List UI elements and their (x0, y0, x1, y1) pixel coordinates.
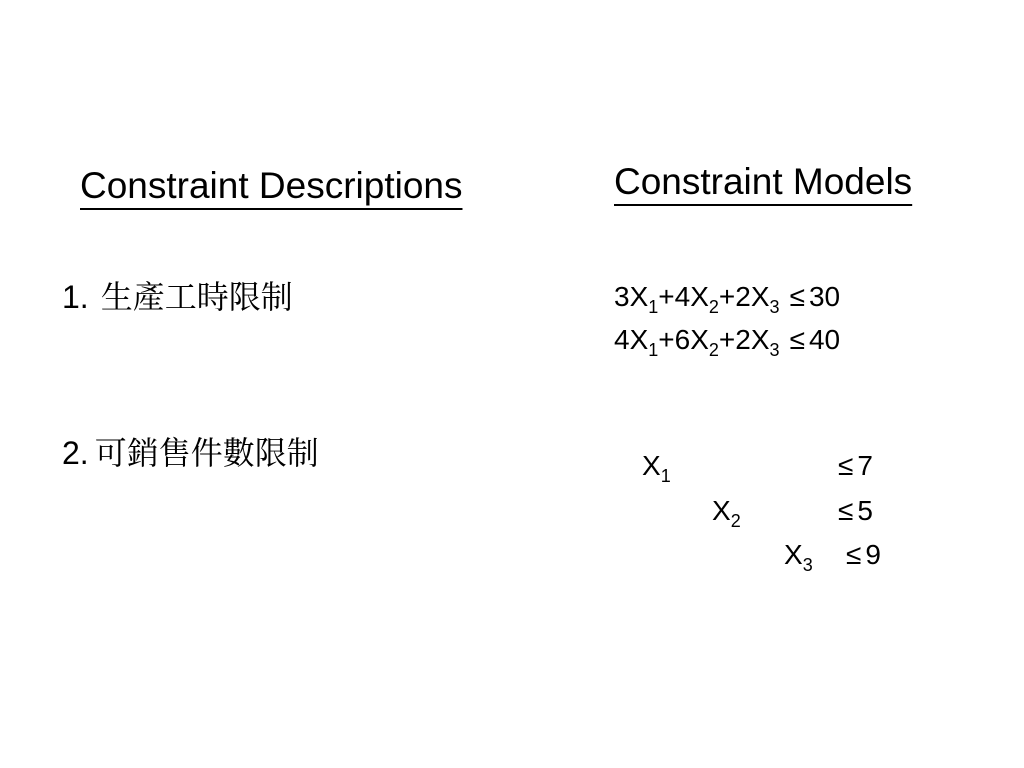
term-subscript: 1 (648, 297, 659, 317)
term-variable: X (750, 281, 770, 312)
bound-value: 9 (865, 539, 881, 570)
term-variable: X (690, 324, 709, 355)
bound-variable: X (784, 539, 803, 570)
term-subscript: 1 (648, 340, 659, 360)
term-coefficient: 4 (614, 324, 630, 355)
relation-symbol: ≤ (846, 539, 862, 570)
bound-limit-2 (838, 497, 873, 525)
description-number: 1. (62, 279, 89, 315)
description-number: 2. (62, 435, 89, 471)
term-subscript: 2 (708, 340, 719, 360)
bound-variable: X (642, 450, 661, 481)
term-coefficient: +2 (718, 324, 751, 355)
bound-value: 7 (857, 450, 873, 481)
bound-subscript: 2 (730, 511, 741, 531)
right-hand-side: 40 (808, 324, 841, 355)
bound-variable-3 (784, 539, 813, 575)
constraint-equation-2 (614, 324, 841, 360)
relation-symbol: ≤ (838, 450, 854, 481)
term-variable: X (629, 324, 649, 355)
term-subscript: 2 (708, 297, 719, 317)
relation-symbol: ≤ (789, 281, 805, 312)
term-subscript: 3 (769, 297, 780, 317)
term-coefficient: +4 (658, 281, 691, 312)
bound-limit-1 (838, 452, 873, 480)
relation-symbol: ≤ (838, 495, 854, 526)
constraint-descriptions-heading: Constraint Descriptions (80, 165, 463, 206)
description-text: 可銷售件數限制 (94, 434, 319, 472)
term-subscript: 3 (769, 340, 780, 360)
description-item-2 (62, 434, 319, 472)
bound-value: 5 (857, 495, 873, 526)
term-variable: X (750, 324, 770, 355)
term-coefficient: 3 (614, 281, 630, 312)
constraint-models-heading: Constraint Models (614, 161, 913, 202)
term-variable: X (690, 281, 709, 312)
bound-subscript: 1 (660, 466, 671, 486)
bound-variable: X (712, 495, 731, 526)
term-coefficient: +2 (718, 281, 751, 312)
description-text: 生產工時限制 (100, 278, 293, 316)
constraint-equation-1 (614, 281, 841, 317)
term-variable: X (629, 281, 649, 312)
bound-subscript: 3 (802, 555, 813, 575)
description-item-1 (62, 278, 293, 316)
bound-variable-1 (642, 450, 671, 486)
bound-variable-2 (712, 495, 741, 531)
relation-symbol: ≤ (789, 324, 805, 355)
right-hand-side: 30 (808, 281, 841, 312)
bound-limit-3 (846, 541, 881, 569)
term-coefficient: +6 (658, 324, 691, 355)
